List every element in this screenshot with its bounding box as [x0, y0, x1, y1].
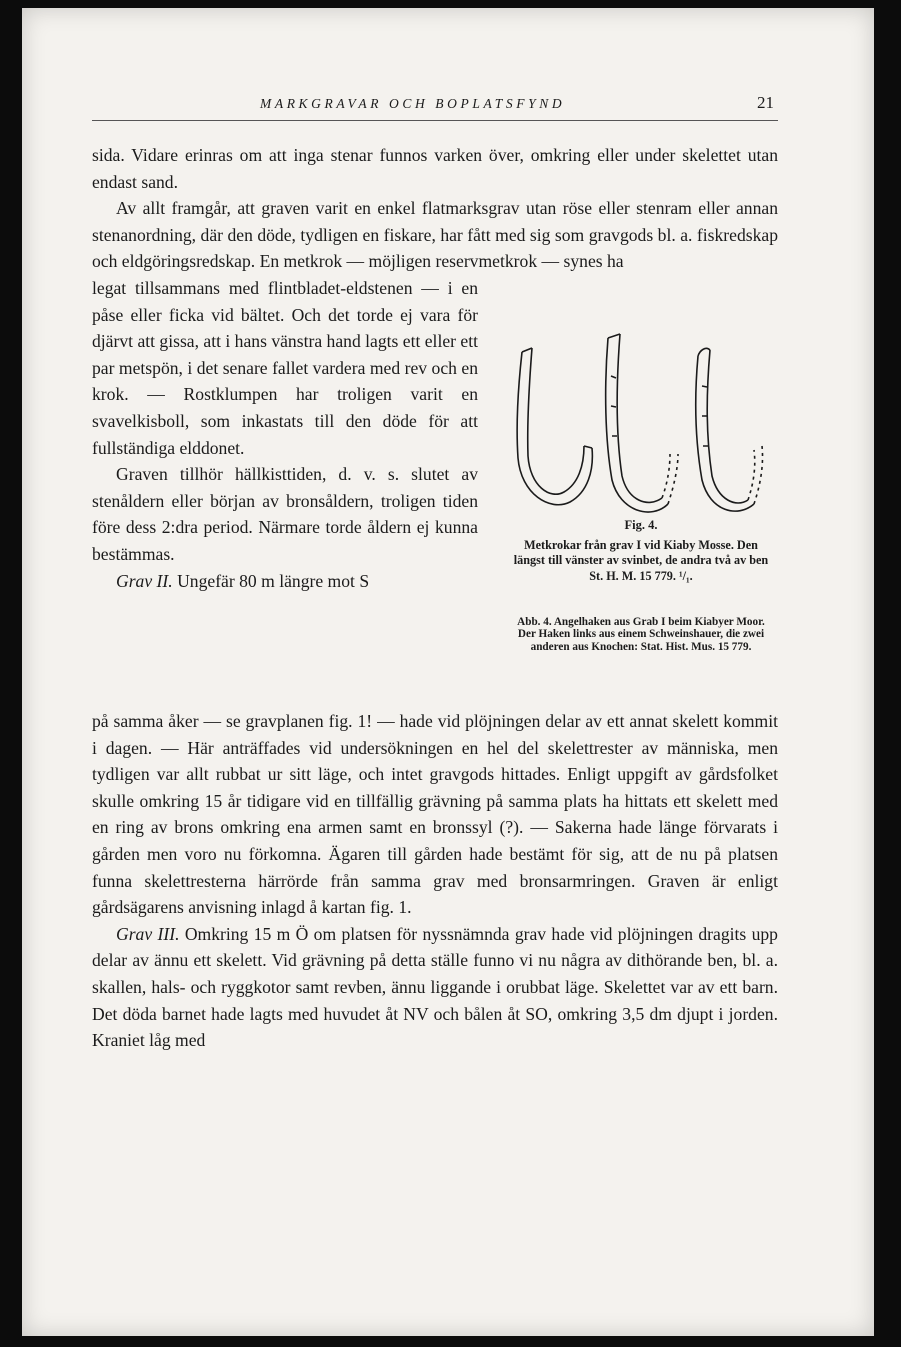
grav-3-heading: Grav III.	[116, 923, 180, 944]
page-header	[92, 88, 778, 121]
paragraph-4-start	[92, 568, 478, 595]
figure-caption-swedish: Metkrokar från grav I vid Kiaby Mosse. Den längst till vänster av svinbet, de andra två av ben St. H. M. 15 779. ¹/₁.	[513, 538, 769, 583]
paragraph-5	[92, 921, 778, 1054]
grav-2-intro: Ungefär 80 m längre mot S	[177, 570, 370, 591]
paragraph-4: på samma åker — se gravplanen fig. 1! — hade vid plöjningen delar av ett annat skelett kommit i dagen. — Här anträffades vid undersökningen en hel del skelettrester av människa, men tydligen var allt rubbat ur sitt läge, och intet gravgods hittades. Enligt uppgift av gårdsfolket skulle omkring 15 år tidigare vid en tillfällig grävning på samma plats ha hittats ett skelett med en ring av brons omkring ena armen samt en bronssyl (?). — Sakerna hade länge förvarats i gården men voro nu förkomna. Ägaren till gården hade bestämt för sig, att de nu på platsen funna skelettresterna härrörde från samma grav med bronsarmringen. Graven är enligt gårdsägarens anvisning inlagd å kartan fig. 1.	[92, 711, 778, 918]
paragraph-2-continued: legat tillsammans med flintbladet-eldstenen — i en påse eller ficka vid bältet. Och det torde ej vara för djärvt att gissa, att i hans vänstra hand lagts ett eller ett par metspön, i det senare fallet vardera med rev och en krok. — Rostklumpen har troligen varit en svavelkisboll, som inkastats till den döde för att fullständiga elddonet.	[92, 277, 478, 458]
page-number: 21	[757, 93, 774, 112]
running-title: MARKGRAVAR OCH BOPLATSFYND	[260, 96, 566, 111]
fishhook-left	[517, 348, 592, 505]
wrapped-column	[92, 275, 478, 594]
fishhook-right	[696, 348, 763, 511]
grav-3-text: Omkring 15 m Ö om platsen för nyssnämnda grav hade vid plöjningen dragits upp delar av ännu ett skelett. Vid grävning på detta ställe funno vi nu några av dithörande ben, bl. a. skallen, hals- och ryggkotor samt revben, ännu liggande i orubbat läge. Skelettet var av ett barn. Det döda barnet hade lagts med huvudet åt NV och bålen åt SO, omkring 3,5 dm djupt i jorden. Kraniet låg med	[92, 923, 778, 1051]
figure-4	[492, 316, 790, 706]
fishhooks-illustration	[492, 316, 790, 516]
paragraph-1: sida. Vidare erinras om att inga stenar funnos varken över, omkring eller under skelettet utan endast sand.	[92, 145, 778, 192]
paragraph-3: Graven tillhör hällkisttiden, d. v. s. slutet av stenåldern eller början av bronsåldern, troligen tiden före dess 2:dra period. Närmare torde åldern ej kunna bestämmas.	[92, 464, 478, 564]
figure-caption-german: Abb. 4. Angelhaken aus Grab I beim Kiabyer Moor. Der Haken links aus einem Schweinshauer, die zwei anderen aus Knochen: Stat. Hist. Mus. 15 779.	[517, 616, 765, 653]
paragraph-2: Av allt framgår, att graven varit en enkel flatmarksgrav utan röse eller stenram eller annan stenanordning, där den döde, tydligen en fiskare, har fått med sig som gravgods bl. a. fiskredskap och eldgöringsredskap. En metkrok — möjligen reservmetkrok — synes ha	[92, 198, 778, 272]
body-text-bottom	[92, 708, 778, 1054]
figure-label: Fig. 4.	[624, 518, 658, 532]
fishhook-middle	[606, 334, 678, 512]
grav-2-heading: Grav II.	[116, 570, 173, 591]
book-page	[22, 8, 874, 1336]
